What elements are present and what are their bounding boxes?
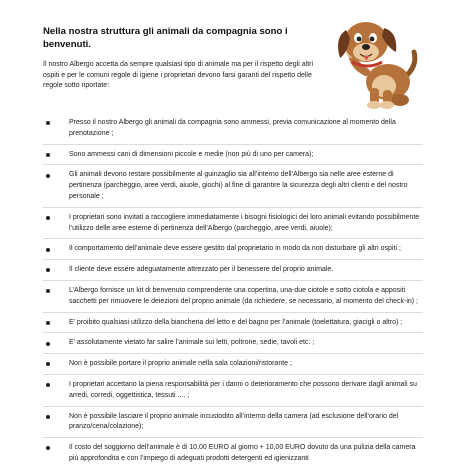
- rule-item: [43, 150, 423, 166]
- rule-item: [43, 338, 423, 354]
- bullet-icon: [46, 174, 50, 178]
- bullet-icon: [46, 216, 50, 220]
- rule-item: [43, 359, 423, 375]
- rule-text: I proprietari accettano la piena responsabilità per i danni o deterioramento che possono derivare dagli animali su arredi, corredi, oggettistica, tessuti .... ;: [69, 380, 417, 399]
- rule-item: [43, 443, 423, 469]
- bullet-icon: [46, 321, 50, 325]
- rule-item: [43, 412, 423, 439]
- bullet-icon: [46, 289, 50, 293]
- rules-list: [43, 118, 423, 474]
- rule-item: [43, 380, 423, 407]
- rule-text: E’ proibito qualsiasi utilizzo della biancheria del letto e del bagno per l’animale (toelettatura, giacigli o altro) ;: [69, 318, 403, 326]
- rule-text: Il cliente deve essere adeguatamente attrezzato per il benessere del proprio animale.: [69, 266, 334, 274]
- bullet-icon: [46, 383, 50, 387]
- cartoon-dog-icon: [326, 6, 426, 110]
- bullet-icon: [46, 121, 50, 125]
- rule-item: [43, 118, 423, 145]
- rule-text: Non è possibile lasciare il proprio animale incustodito all’interno della camera (ad esclusione dell’orario del pranzo/cena/colazione);: [69, 412, 399, 431]
- rule-text: E’ assolutamente vietato far salire l’animale sui letti, poltrone, sedie, tavoli etc. ;: [69, 339, 315, 347]
- rule-text: L’Albergo fornisce un kit di benvenuto comprendente una copertina, una-due ciotole e sotto ciotola e appositi sacchetti per rimuovere le deiezioni del proprio animale (da richiedere, se necessario, al momento del check-in) ;: [69, 286, 419, 305]
- rule-text: Il costo del soggiorno dell’animale è di 10,00 EURO al giorno + 10,00 EURO dovuto da una pulizia della camera più approfondita e con l’impiego di adeguati prodotti detergenti ed igienizzanti: [69, 444, 416, 462]
- rule-text: I proprietari sono invitati a raccogliere immediatamente i bisogni fisiologici dei loro animali evitando possibilmente l’utilizzo delle aree esterne di pertinenza dell’Albergo (parcheggio, aree verdi, aiuole);: [69, 213, 420, 232]
- rule-item: [43, 318, 423, 334]
- bullet-icon: [46, 153, 50, 157]
- rule-text: Gli animali devono restare possibilmente al guinzaglio sia all’interno dell’Albergo sia nelle aree esterne di pertinenza (parcheggio, aree verdi, aiuole, giochi) al fine di garantire la sicurezza degli altri clienti e del nostro personale ;: [69, 171, 408, 200]
- bullet-icon: [46, 362, 50, 366]
- bullet-icon: [46, 268, 50, 272]
- intro-paragraph: Il nostro Albergo accetta da sempre qualsiasi tipo di animale ma per il rispetto degli altri ospiti e per le comuni regole di igiene i proprietari devono farsi garanti del rispetto delle regole sotto riportate:: [43, 61, 314, 90]
- rule-text: Non è possibile portare il proprio animale nella sala colazioni/ristorante ;: [69, 360, 292, 368]
- bullet-icon: [46, 415, 50, 419]
- rule-item: [43, 213, 423, 240]
- page-title: Nella nostra struttura gli animali da compagnia sono i benvenuti.: [43, 26, 288, 50]
- rule-text: Presso il nostro Albergo gli animali da compagnia sono ammessi, previa comunicazione al momento della prenotazione ;: [69, 119, 396, 137]
- rule-item: [43, 170, 423, 207]
- rule-text: Il comportamento dell’animale deve essere gestito dal proprietario in modo da non disturbare gli altri ospiti ;: [69, 245, 401, 253]
- rule-item: [43, 286, 423, 313]
- bullet-icon: [46, 342, 50, 346]
- rule-item: [43, 244, 423, 260]
- rule-item: [43, 265, 423, 281]
- rule-text: Sono ammessi cani di dimensioni piccole e medie (non più di uno per camera);: [69, 150, 314, 158]
- bullet-icon: [46, 248, 50, 252]
